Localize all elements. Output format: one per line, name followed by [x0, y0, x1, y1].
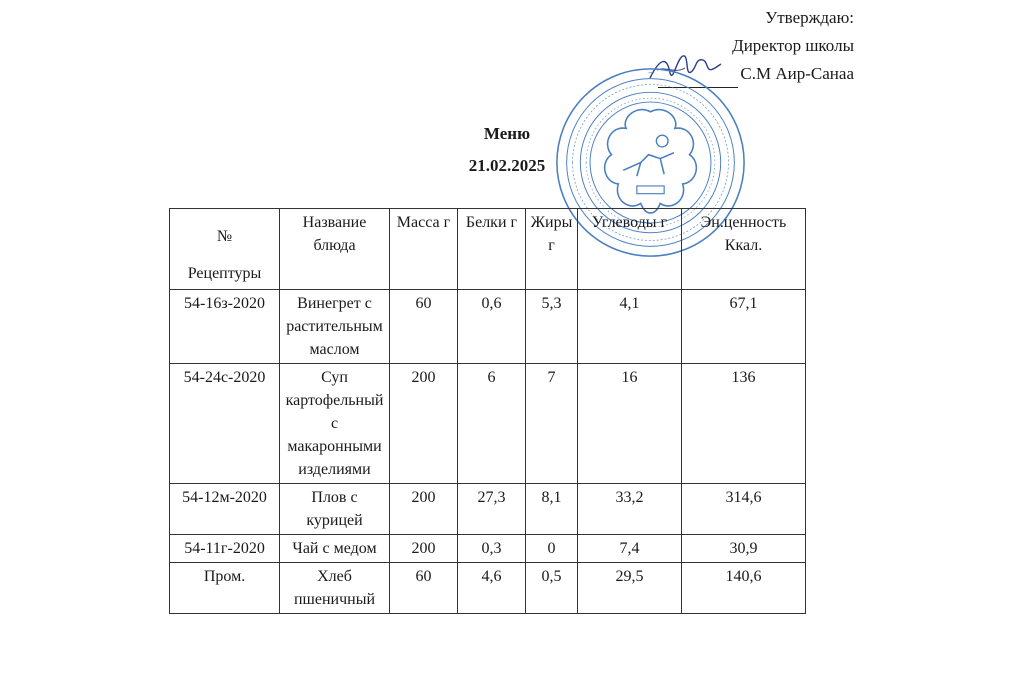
mass-cell: 60 — [390, 290, 458, 364]
mass-cell: 60 — [390, 563, 458, 614]
header-recipe-number: № Рецептуры — [170, 209, 280, 290]
document-title: Меню — [483, 124, 531, 143]
fat-cell: 0 — [526, 535, 578, 563]
recipe-cell: 54-24с-2020 — [170, 364, 280, 484]
protein-cell: 0,6 — [458, 290, 526, 364]
approval-position: Директор школы — [732, 36, 854, 55]
energy-cell: 67,1 — [682, 290, 806, 364]
energy-cell: 314,6 — [682, 484, 806, 535]
header-mass: Масса г — [390, 209, 458, 290]
recipe-cell: 54-16з-2020 — [170, 290, 280, 364]
menu-table — [169, 208, 806, 614]
signatory-name: С.М Аир-Санаа — [740, 64, 854, 83]
recipe-cell: Пром. — [170, 563, 280, 614]
fat-cell: 7 — [526, 364, 578, 484]
protein-cell: 27,3 — [458, 484, 526, 535]
carbs-cell: 7,4 — [578, 535, 682, 563]
table-row — [170, 563, 806, 614]
dish-name-cell: Хлеб пшеничный — [280, 563, 390, 614]
carbs-cell: 16 — [578, 364, 682, 484]
table-row — [170, 484, 806, 535]
dish-name-cell: Чай с медом — [280, 535, 390, 563]
dish-name-cell: Винегрет с растительным маслом — [280, 290, 390, 364]
table-row — [170, 364, 806, 484]
dish-name-cell: Суп картофельный с макаронными изделиями — [280, 364, 390, 484]
energy-cell: 30,9 — [682, 535, 806, 563]
recipe-cell: 54-11г-2020 — [170, 535, 280, 563]
header-fat: Жиры г — [526, 209, 578, 290]
energy-cell: 140,6 — [682, 563, 806, 614]
approval-heading: Утверждаю: — [765, 8, 854, 27]
table-row — [170, 535, 806, 563]
protein-cell: 4,6 — [458, 563, 526, 614]
recipe-cell: 54-12м-2020 — [170, 484, 280, 535]
fat-cell: 0,5 — [526, 563, 578, 614]
protein-cell: 6 — [458, 364, 526, 484]
mass-cell: 200 — [390, 364, 458, 484]
header-protein: Белки г — [458, 209, 526, 290]
fat-cell: 8,1 — [526, 484, 578, 535]
header-dish-name: Название блюда — [280, 209, 390, 290]
mass-cell: 200 — [390, 535, 458, 563]
carbs-cell: 29,5 — [578, 563, 682, 614]
dish-name-cell: Плов с курицей — [280, 484, 390, 535]
protein-cell: 0,3 — [458, 535, 526, 563]
fat-cell: 5,3 — [526, 290, 578, 364]
table-header-row — [170, 209, 806, 290]
header-energy: Эн.ценность Ккал. — [682, 209, 806, 290]
table-row — [170, 290, 806, 364]
energy-cell: 136 — [682, 364, 806, 484]
mass-cell: 200 — [390, 484, 458, 535]
document-date: 21.02.2025 — [468, 156, 546, 175]
carbs-cell: 4,1 — [578, 290, 682, 364]
header-carbs: Углеводы г — [578, 209, 682, 290]
carbs-cell: 33,2 — [578, 484, 682, 535]
